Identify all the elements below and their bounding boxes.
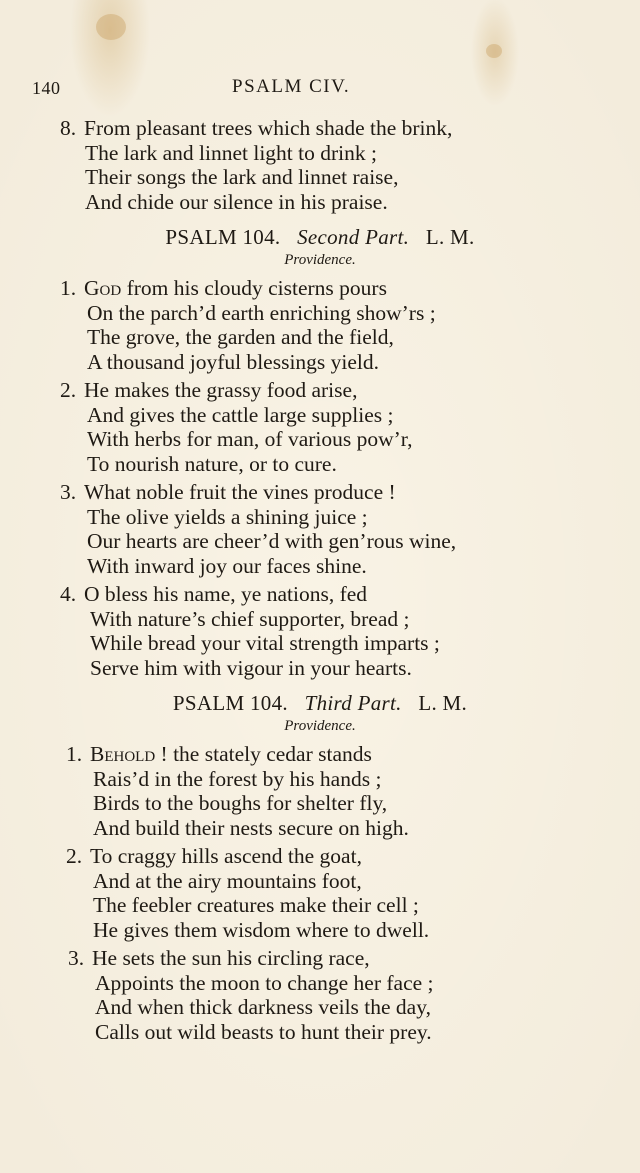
- verse-line: Our hearts are cheer’d with gen’rous wine,: [87, 529, 457, 553]
- verse-line: Appoints the moon to change her face ;: [95, 970, 434, 995]
- verse-text: To craggy hills ascend the goat,: [90, 844, 362, 868]
- verse-line: To nourish nature, or to cure.: [87, 451, 337, 476]
- stanza-number: 3.: [60, 480, 77, 504]
- foxing-stain: [486, 44, 502, 58]
- verse-line: [0, 480, 640, 505]
- verse-line: Their songs the lark and linnet raise,: [85, 165, 399, 189]
- psalm-title: PSALM 104.: [172, 691, 288, 715]
- verse-line: [0, 946, 640, 971]
- verse-line: With nature’s chief supporter, bread ;: [90, 606, 410, 631]
- part-label: Third Part.: [304, 691, 402, 715]
- verse-line: [0, 276, 640, 301]
- verse-text: ! the stately cedar stands: [155, 742, 372, 766]
- verse-line: The feebler creatures make their cell ;: [93, 893, 419, 917]
- verse-text: O bless his name, ye nations, fed: [84, 582, 368, 606]
- verse-line: And gives the cattle large supplies ;: [87, 402, 394, 427]
- verse-text: From pleasant trees which shade the brink,: [84, 116, 453, 140]
- verse-text: He makes the grassy food arise,: [84, 378, 358, 402]
- stanza: [0, 378, 640, 476]
- stanza: [0, 742, 640, 840]
- verse-line: Calls out wild beasts to hunt their prey.: [95, 1019, 432, 1044]
- verse-line: Birds to the boughs for shelter fly,: [93, 791, 388, 815]
- stanza-number: 8.: [60, 116, 77, 140]
- section-heading: [0, 224, 640, 250]
- verse-line: With inward joy our faces shine.: [87, 553, 367, 578]
- verse-line: The olive yields a shining juice ;: [87, 504, 368, 529]
- verse-line: [0, 116, 640, 141]
- meter-label: L. M.: [425, 225, 475, 249]
- verse-line: And at the airy mountains foot,: [93, 868, 362, 893]
- running-head: PSALM CIV.: [232, 76, 351, 97]
- stanza-number: 2.: [60, 378, 77, 402]
- verse-line: Rais’d in the forest by his hands ;: [93, 766, 382, 791]
- verse-first-word: God: [84, 276, 122, 300]
- verse-line: The grove, the garden and the field,: [87, 325, 394, 349]
- verse-first-word: Behold: [90, 742, 156, 766]
- verse-line: [0, 742, 640, 767]
- verse-line: The lark and linnet light to drink ;: [85, 140, 377, 165]
- psalm-title: PSALM 104.: [165, 225, 281, 249]
- section-subject: Providence.: [284, 252, 356, 268]
- verse-text: from his cloudy cisterns pours: [121, 276, 387, 300]
- verse-line: And when thick darkness veils the day,: [95, 995, 431, 1019]
- stanza-number: 4.: [60, 582, 77, 606]
- verse-line: And chide our silence in his praise.: [85, 189, 388, 214]
- verse-line: A thousand joyful blessings yield.: [87, 349, 380, 374]
- verse-text: What noble fruit the vines produce !: [84, 480, 396, 504]
- verse-text: He sets the sun his circling race,: [92, 946, 370, 970]
- stanza: [0, 116, 640, 214]
- page-body: [0, 116, 640, 1048]
- section-heading: [0, 690, 640, 716]
- stanza-number: 1.: [66, 742, 83, 766]
- verse-line: On the parch’d earth enriching show’rs ;: [87, 300, 436, 325]
- stanza: [0, 844, 640, 942]
- stanza-number: 3.: [68, 946, 85, 970]
- foxing-stain: [96, 14, 126, 40]
- stanza: [0, 582, 640, 680]
- verse-line: [0, 378, 640, 403]
- verse-line: [0, 582, 640, 607]
- verse-line: Serve him with vigour in your hearts.: [90, 655, 412, 680]
- verse-line: And build their nests secure on high.: [93, 815, 409, 840]
- stanza: [0, 276, 640, 374]
- page-number: 140: [32, 78, 61, 98]
- section-subject: Providence.: [284, 718, 356, 734]
- stanza-number: 2.: [66, 844, 83, 868]
- verse-line: With herbs for man, of various pow’r,: [87, 427, 413, 451]
- verse-line: While bread your vital strength imparts ;: [90, 631, 440, 655]
- verse-line: [0, 844, 640, 869]
- stanza: [0, 946, 640, 1044]
- meter-label: L. M.: [418, 691, 468, 715]
- stanza: [0, 480, 640, 578]
- stanza-number: 1.: [60, 276, 77, 300]
- part-label: Second Part.: [297, 225, 410, 249]
- verse-line: He gives them wisdom where to dwell.: [93, 917, 430, 942]
